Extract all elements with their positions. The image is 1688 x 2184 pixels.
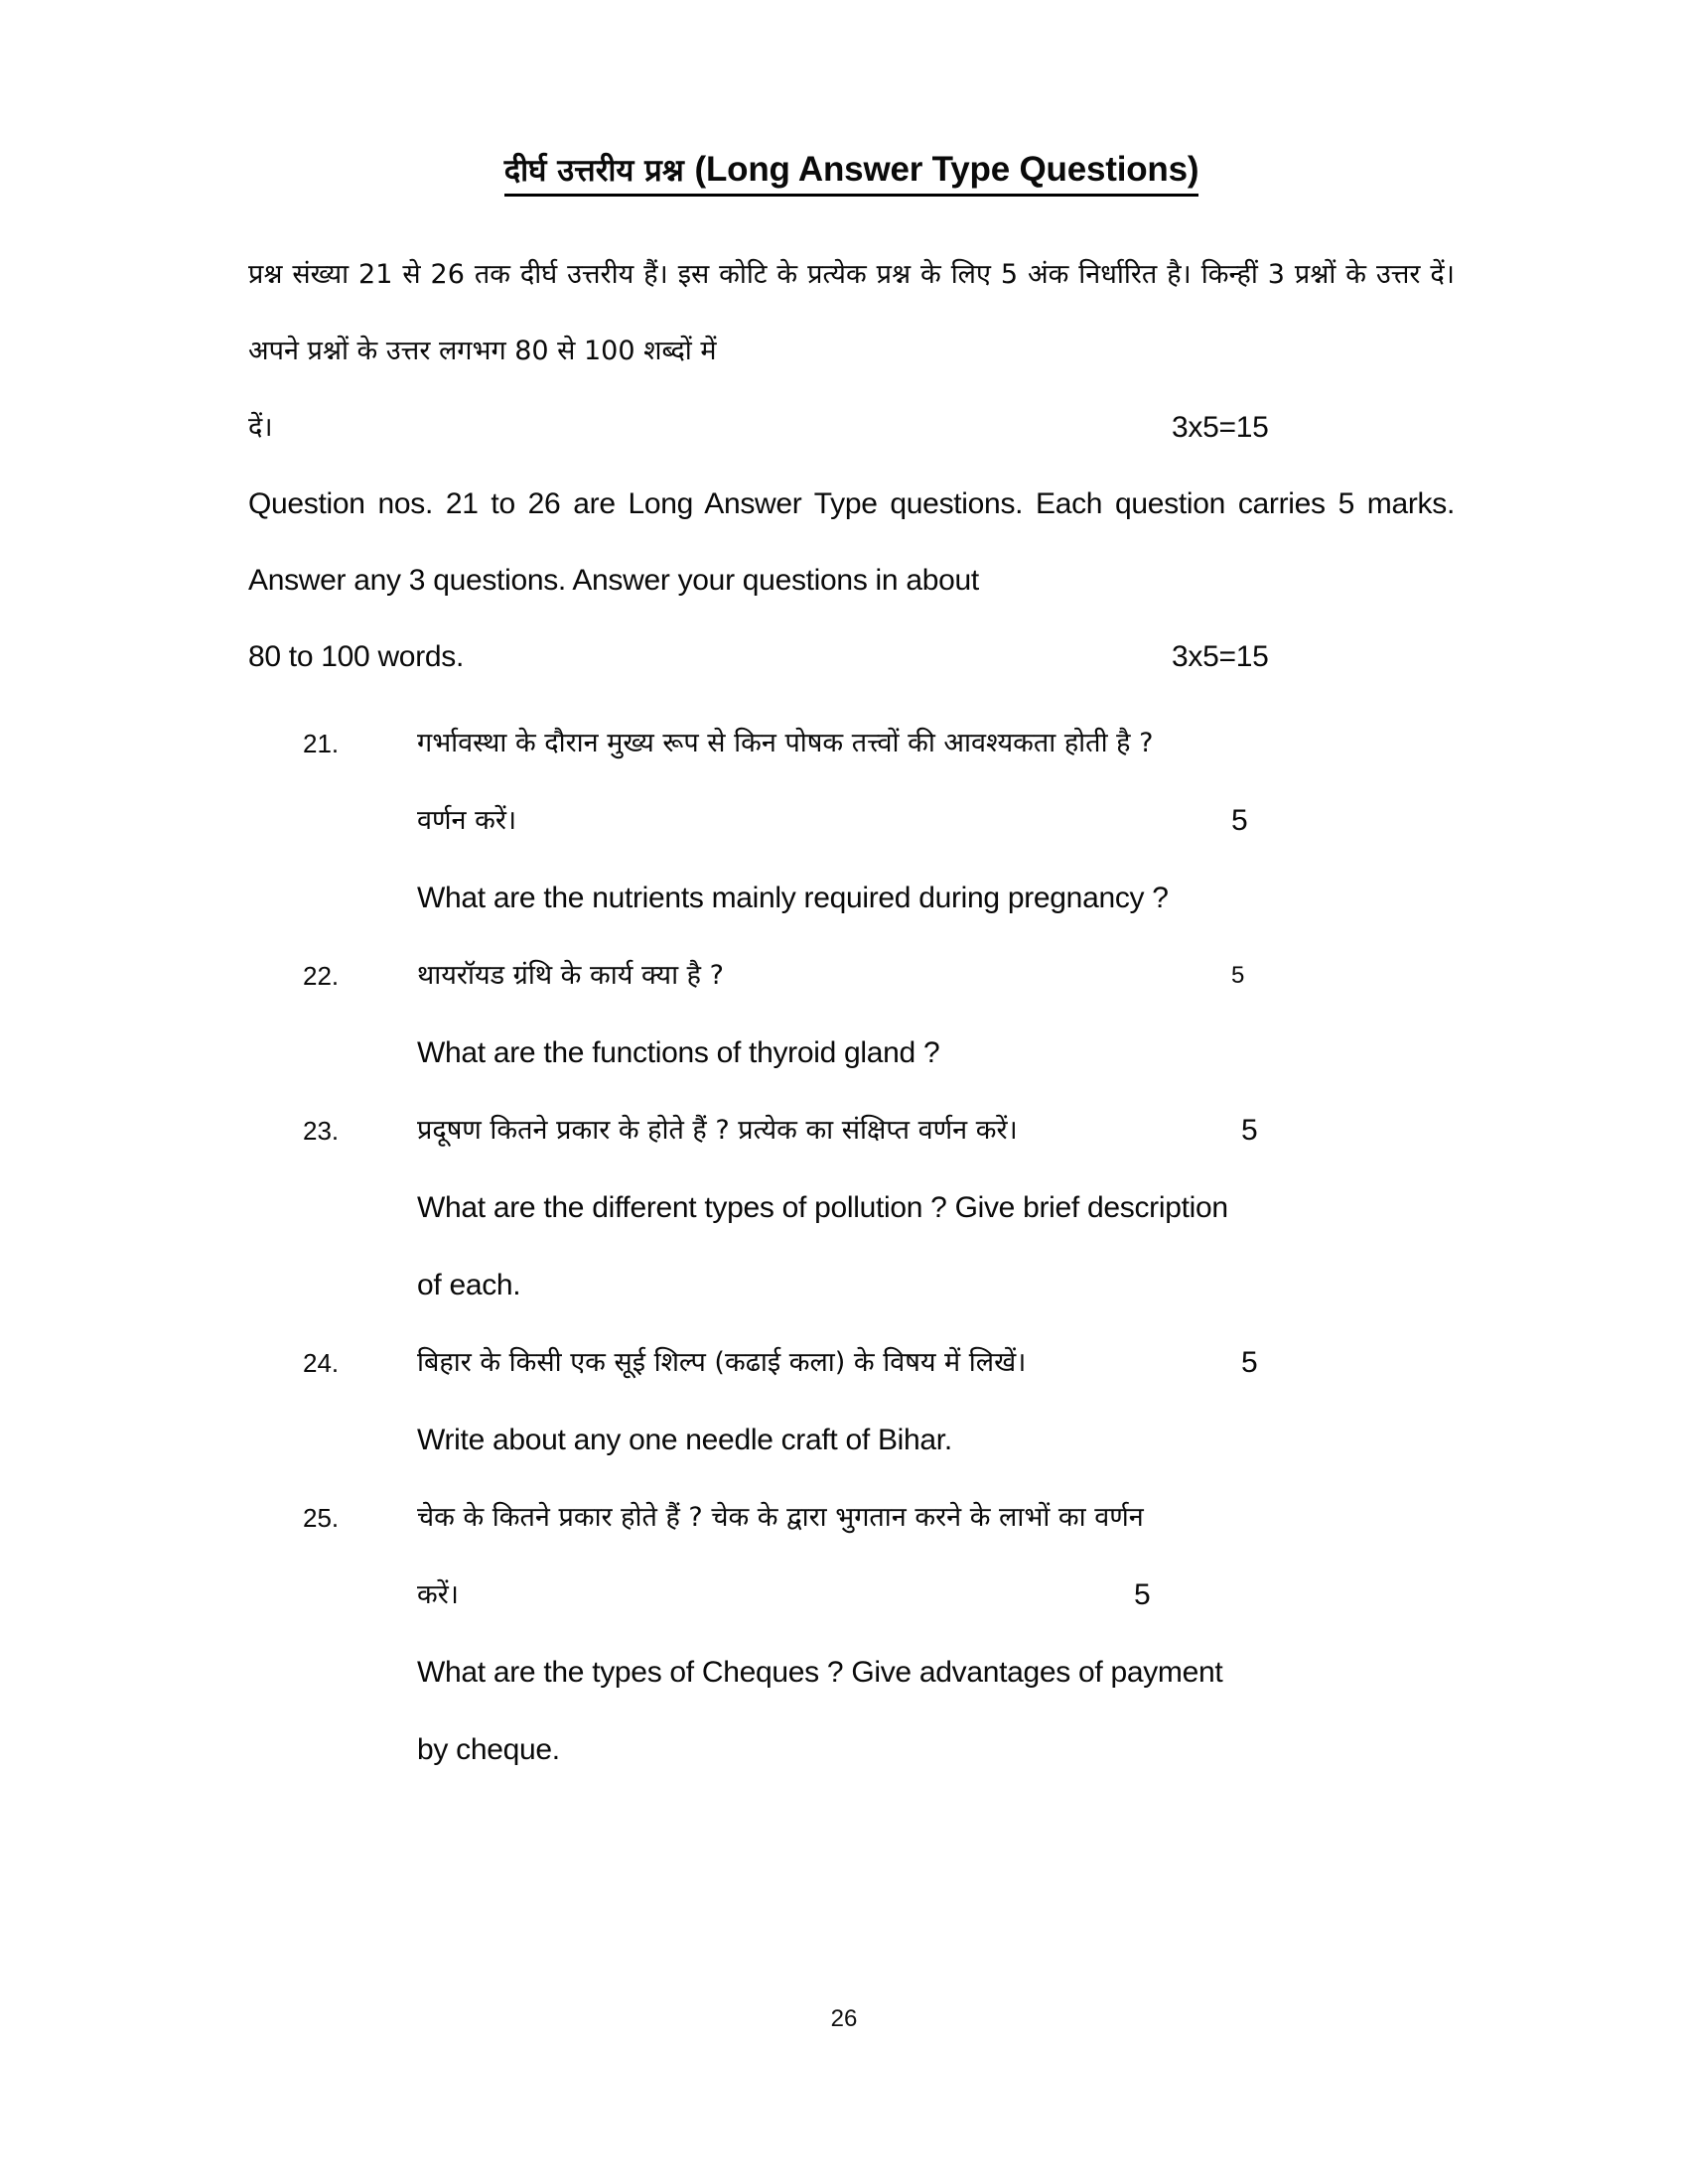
question-number: 24. [303, 1348, 340, 1378]
page-title [504, 149, 1199, 197]
question-number: 25. [303, 1503, 340, 1533]
question-body [417, 1324, 1455, 1479]
page-title-hindi: दीर्घ उत्तरीय प्रश्न [503, 153, 695, 189]
question-hindi-line: थायरॉयड ग्रंथि के कार्य क्या है ? [417, 960, 724, 991]
question-body [417, 937, 1455, 1092]
instructions-english-marks: 3x5=15 [1172, 640, 1269, 673]
question-hindi-line: गर्भावस्था के दौरान मुख्य रूप से किन पोषक तत्त्वों की आवश्यकता होती है ? [417, 728, 1154, 758]
instructions-hindi-line1: प्रश्न संख्या 21 से 26 तक दीर्घ उत्तरीय हैं। इस कोटि के प्रत्येक प्रश्न के लिए 5 अंक निर्धारित है। किन्हीं 3 प्रश्नों के उत्तर दें।अपने प्रश्नों के उत्तर लगभग 80 से 100 शब्दों में [248, 259, 1455, 366]
question-hindi-line-row [417, 1092, 1455, 1169]
question-english-line-2: by cheque. [417, 1733, 560, 1766]
instructions-english-line2: 80 to 100 words. [248, 640, 465, 673]
question-hindi-line: चेक के कितने प्रकार होते हैं ? चेक के द्वारा भुगतान करने के लाभों का वर्णन [417, 1502, 1144, 1533]
question-english-line-2: of each. [417, 1269, 521, 1301]
question-hindi-line-row [417, 937, 1455, 1015]
question-english-line: What are the different types of pollution ? Give brief description [417, 1191, 1228, 1224]
question-item [248, 1092, 1455, 1324]
question-item [248, 1324, 1455, 1479]
question-marks: 5 [1241, 1114, 1258, 1147]
page-title-english: (Long Answer Type Questions) [694, 150, 1199, 189]
page-number: 26 [830, 2005, 858, 2032]
question-hindi-line-row [417, 1324, 1455, 1402]
question-marks: 5 [1231, 962, 1245, 989]
question-english-line: What are the functions of thyroid gland ? [417, 1036, 940, 1069]
instructions-hindi-line2-row [248, 389, 1455, 466]
question-item [248, 1479, 1455, 1789]
question-hindi-line-2: वर्णन करें। [417, 805, 517, 836]
question-hindi-line-2-row [417, 782, 1455, 860]
question-english-line: What are the nutrients mainly required during pregnancy ? [417, 882, 1169, 914]
question-number: 22. [303, 961, 340, 991]
question-item [248, 705, 1455, 937]
question-hindi-line: प्रदूषण कितने प्रकार के होते हैं ? प्रत्येक का संक्षिप्त वर्णन करें। [417, 1115, 1018, 1146]
question-hindi-line-2-row [417, 1557, 1455, 1634]
question-marks: 5 [1134, 1578, 1151, 1611]
instructions-english-line1: Question nos. 21 to 26 are Long Answer Type questions. Each question carries 5 marks. Answer any 3 questions. Answer your questions in about [248, 487, 1455, 597]
question-hindi-line-2: करें। [417, 1579, 460, 1610]
page-title-row [248, 149, 1455, 197]
page-footer [0, 2005, 1688, 2033]
instructions-english-line2-row [248, 618, 1455, 695]
question-list [248, 705, 1455, 1789]
question-hindi-line: बिहार के किसी एक सूई शिल्प (कढाई कला) के विषय में लिखें। [417, 1347, 1027, 1378]
question-english-line: What are the types of Cheques ? Give advantages of payment [417, 1656, 1223, 1689]
question-body [417, 1479, 1455, 1789]
question-english-line: Write about any one needle craft of Bihar. [417, 1424, 952, 1456]
instructions-english [248, 466, 1455, 618]
instructions-hindi-marks: 3x5=15 [1172, 411, 1269, 444]
question-marks: 5 [1231, 804, 1248, 837]
question-body [417, 705, 1455, 937]
instructions-hindi-line2: दें। [248, 412, 273, 443]
question-number: 21. [303, 729, 340, 758]
question-marks: 5 [1241, 1346, 1258, 1379]
instructions-hindi [248, 236, 1455, 389]
page-content [248, 149, 1455, 1789]
question-number: 23. [303, 1116, 340, 1146]
question-body [417, 1092, 1455, 1324]
question-item [248, 937, 1455, 1092]
